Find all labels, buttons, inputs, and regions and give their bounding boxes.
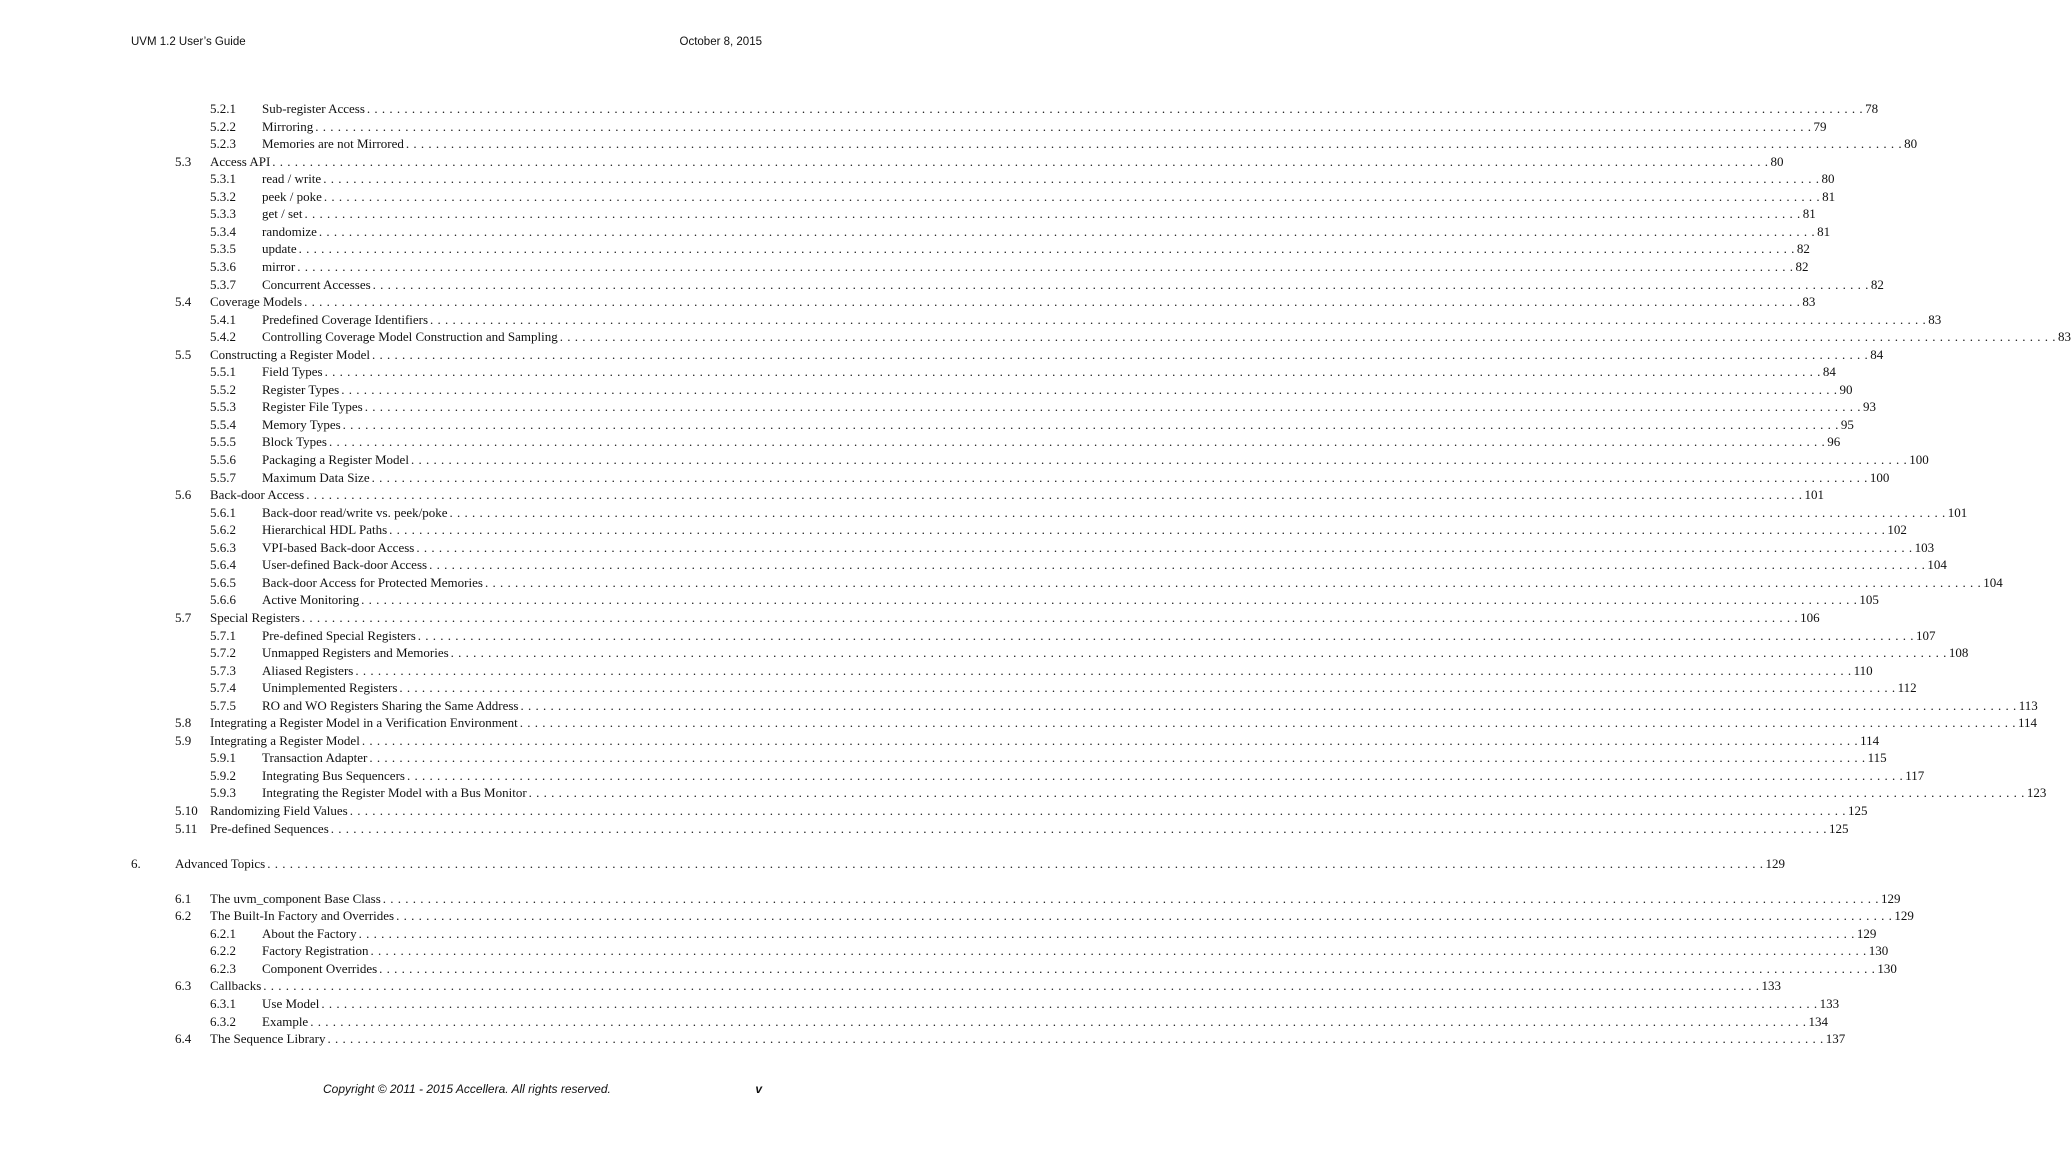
toc-entry-number: 6.2 (175, 908, 192, 924)
toc-entry[interactable] (0, 135, 1918, 153)
toc-entry[interactable] (0, 363, 1836, 381)
footer-page-number: v (755, 1082, 762, 1096)
toc-entry-number: 6.4 (175, 1031, 192, 1047)
toc-entry-number: 5.6 (175, 487, 192, 503)
toc-entry-number: 5.6.6 (210, 592, 236, 608)
toc-entry-page: 93 (1862, 399, 1876, 415)
toc-entry-number: 5.7.3 (210, 662, 236, 678)
toc-entry-title: read / write (262, 171, 322, 187)
toc-entry-page: 84 (1870, 346, 1884, 362)
toc-entry[interactable] (0, 1013, 1828, 1031)
toc-entry-title: randomize (262, 223, 317, 239)
toc-entry-number: 5.3.7 (210, 276, 236, 292)
toc-entry-number: 5.4.1 (210, 311, 236, 327)
toc-entry-title: Sub-register Access (262, 101, 365, 116)
toc-entry-title: Coverage Models (210, 294, 303, 310)
toc-entry-number: 5.4 (175, 294, 192, 310)
toc-entry-page: 130 (1868, 943, 1889, 959)
toc-entry-title: Controlling Coverage Model Construction and Sampling (262, 329, 558, 345)
toc-entry[interactable] (0, 416, 1854, 434)
dot-leader: . . . . . . . . . . . . . . . . . . . . . . . . . . . . . . . . . . . . . . . . . . . . . . . . . . . . . . . . . . . . . . . . . . . . . . . . . . . . . . . . . . . . . . . . . . . . . . . . . . . . . . . . . . . . . . . . . . . . . . . . . . . . . . . . . . . . . . . . . . . . . . . . . . . . . . . . . . . . . . . . . . . . . . . . . . . . . . . . . . . . . . . . . . . . . . . . . . . . . . . . (297, 258, 1794, 274)
toc-entry-title: The uvm_component Base Class (210, 890, 381, 906)
toc-entry-number: 5.2.2 (210, 118, 236, 134)
toc-entry-page: 134 (1808, 1013, 1828, 1029)
dot-leader: . . . . . . . . . . . . . . . . . . . . . . . . . . . . . . . . . . . . . . . . . . . . . . . . . . . . . . . . . . . . . . . . . . . . . . . . . . . . . . . . . . . . . . . . . . . . . . . . . . . . . . . . . . . . . . . . . . . . . . . . . . . . . . . . . . . . . . . . . . . . . . . . . . . . . . . . . . . . . . . . . . . . . . . . . . . . . . . . . . . . . . . . . . . . . . . . . . . . . . . . (361, 592, 1858, 608)
dot-leader: . . . . . . . . . . . . . . . . . . . . . . . . . . . . . . . . . . . . . . . . . . . . . . . . . . . . . . . . . . . . . . . . . . . . . . . . . . . . . . . . . . . . . . . . . . . . . . . . . . . . . . . . . . . . . . . . . . . . . . . . . . . . . . . . . . . . . . . . . . . . . . . . . . . . . . . . . . . . . . . . . . . . . . . . . . . . . . . . . . . . . . . . . . . . . . . . . . . . . . . . (429, 557, 1926, 573)
toc-entry-title: mirror (262, 258, 296, 274)
dot-leader: . . . . . . . . . . . . . . . . . . . . . . . . . . . . . . . . . . . . . . . . . . . . . . . . . . . . . . . . . . . . . . . . . . . . . . . . . . . . . . . . . . . . . . . . . . . . . . . . . . . . . . . . . . . . . . . . . . . . . . . . . . . . . . . . . . . . . . . . . . . . . . . . . . . . . . . . . . . . . . . . . . . . . . . . . . . . . . . . . . . . . . . . . . . . . . . . . . . . . . . . (328, 434, 1826, 450)
toc-entry[interactable] (0, 223, 1831, 241)
dot-leader: . . . . . . . . . . . . . . . . . . . . . . . . . . . . . . . . . . . . . . . . . . . . . . . . . . . . . . . . . . . . . . . . . . . . . . . . . . . . . . . . . . . . . . . . . . . . . . . . . . . . . . . . . . . . . . . . . . . . . . . . . . . . . . . . . . . . . . . . . . . . . . . . . . . . . . . . . . . . . . . . . . . . . . . . . . . . . . . . . . . . . . . . . . . . . . . . . . . . . . . . (371, 346, 1869, 362)
toc-entry-title: Special Registers (210, 609, 300, 625)
toc-entry-title: Factory Registration (262, 943, 369, 959)
toc-entry[interactable] (0, 960, 1897, 978)
toc-entry-title: Example (262, 1013, 309, 1029)
toc-entry[interactable] (0, 942, 1889, 960)
toc-entry[interactable] (0, 749, 1887, 767)
toc-entry-number: 6.3.1 (210, 995, 236, 1011)
toc-entry-title: Callbacks (210, 978, 262, 994)
toc-entry[interactable] (0, 609, 1820, 627)
toc-entry-number: 6. (131, 855, 141, 871)
toc-entry-title: Maximum Data Size (262, 469, 370, 485)
dot-leader: . . . . . . . . . . . . . . . . . . . . . . . . . . . . . . . . . . . . . . . . . . . . . . . . . . . . . . . . . . . . . . . . . . . . . . . . . . . . . . . . . . . . . . . . . . . . . . . . . . . . . . . . . . . . . . . . . . . . . . . . . . . . . . . . . . . . . . . . . . . . . . . . . . . . . . . . . . . . . . . . . . . . . . . . . . . . . . . . . . . . . . . . . . . . . . . . . . . . . . . . (306, 487, 1803, 503)
dot-leader: . . . . . . . . . . . . . . . . . . . . . . . . . . . . . . . . . . . . . . . . . . . . . . . . . . . . . . . . . . . . . . . . . . . . . . . . . . . . . . . . . . . . . . . . . . . . . . . . . . . . . . . . . . . . . . . . . . . . . . . . . . . . . . . . . . . . . . . . . . . . . . . . . . . . . . . . . . . . . . . . . . . . . . . . . . . . . . . . . . . . . . . . . . . . . . . . . . . . . . . . (342, 416, 1839, 432)
toc-entry[interactable] (0, 591, 1879, 609)
dot-leader: . . . . . . . . . . . . . . . . . . . . . . . . . . . . . . . . . . . . . . . . . . . . . . . . . . . . . . . . . . . . . . . . . . . . . . . . . . . . . . . . . . . . . . . . . . . . . . . . . . . . . . . . . . . . . . . . . . . . . . . . . . . . . . . . . . . . . . . . . . . . . . . . . . . . . . . . . . . . . . . . . . . . . . . . . . . . . . . . . . . . . . . . . . . . . . . . . . . . . . . . (519, 715, 2016, 731)
toc-entry-title: Back-door Access (210, 487, 305, 503)
toc-entry-title: Randomizing Field Values (210, 803, 348, 818)
toc-entry-number: 5.5.2 (210, 381, 236, 397)
toc-entry[interactable] (0, 714, 2037, 732)
toc-entry-number: 5.7.5 (210, 697, 236, 713)
toc-entry-title: Back-door Access for Protected Memories (262, 574, 483, 590)
toc-entry-number: 5.5 (175, 346, 192, 362)
toc-entry-title: update (262, 241, 297, 257)
toc-entry-page: 129 (1856, 925, 1877, 941)
dot-leader: . . . . . . . . . . . . . . . . . . . . . . . . . . . . . . . . . . . . . . . . . . . . . . . . . . . . . . . . . . . . . . . . . . . . . . . . . . . . . . . . . . . . . . . . . . . . . . . . . . . . . . . . . . . . . . . . . . . . . . . . . . . . . . . . . . . . . . . . . . . . . . . . . . . . . . . . . . . . . . . . . . . . . . . . . . . . . . . . . . . . . . . . . . . . . . . . . . . . . . . . (355, 662, 1852, 678)
toc-entry[interactable] (0, 433, 1841, 451)
toc-entry-number: 6.3.2 (210, 1013, 236, 1029)
toc-entry[interactable] (0, 311, 1942, 329)
dot-leader: . . . . . . . . . . . . . . . . . . . . . . . . . . . . . . . . . . . . . . . . . . . . . . . . . . . . . . . . . . . . . . . . . . . . . . . . . . . . . . . . . . . . . . . . . . . . . . . . . . . . . . . . . . . . . . . . . . . . . . . . . . . . . . . . . . . . . . . . . . . . . . . . . . . . . . . . . . . . . . . . . . . . . . . . . . . . . . . . . . . . . . . . . . . . . . . . . . . . . . . . (324, 364, 1821, 380)
toc-entry-title: Unmapped Registers and Memories (262, 645, 449, 661)
toc-entry-number: 5.8 (175, 715, 192, 731)
toc-entry-page: 81 (1822, 188, 1836, 204)
toc-entry-number: 5.7 (175, 609, 192, 625)
toc-entry-page: 110 (1853, 662, 1873, 678)
dot-leader: . . . . . . . . . . . . . . . . . . . . . . . . . . . . . . . . . . . . . . . . . . . . . . . . . . . . . . . . . . . . . . . . . . . . . . . . . . . . . . . . . . . . . . . . . . . . . . . . . . . . . . . . . . . . . . . . . . . . . . . . . . . . . . . . . . . . . . . . . . . . . . . . . . . . . . . . . . . . . . . . . . . . . . . . . . . . . . . . . . . . . . . . . . . . . . . . . . . . . . . . (315, 118, 1812, 134)
toc-entry-page: 130 (1877, 960, 1897, 976)
toc-entry-number: 5.3.6 (210, 258, 236, 274)
toc-entry-page: 105 (1859, 592, 1879, 608)
dot-leader: . . . . . . . . . . . . . . . . . . . . . . . . . . . . . . . . . . . . . . . . . . . . . . . . . . . . . . . . . . . . . . . . . . . . . . . . . . . . . . . . . . . . . . . . . . . . . . . . . . . . . . . . . . . . . . . . . . . . . . . . . . . . . . . . . . . . . . . . . . . . . . . . . . . . . . . . . . . . . . . . . . . . . . . . . . . . . . . . . . . . . . . . . . . . . . . . . . . . . . . . (449, 504, 1946, 520)
toc-entry[interactable] (0, 346, 1884, 364)
toc-entry-title: Concurrent Accesses (262, 276, 371, 292)
toc-entry-number: 6.2.3 (210, 960, 236, 976)
dot-leader: . . . . . . . . . . . . . . . . . . . . . . . . . . . . . . . . . . . . . . . . . . . . . . . . . . . . . . . . . . . . . . . . . . . . . . . . . . . . . . . . . . . . . . . . . . . . . . . . . . . . . . . . . . . . . . . . . . . . . . . . . . . . . . . . . . . . . . . . . . . . . . . . . . . . . . . . . . . . . . . . . . . . . . . . . . . . . . . . . . . . . . . . . . . . . . . . . . . . . . . . (330, 820, 1828, 836)
toc-entry-title: Field Types (262, 364, 323, 380)
toc-entry-page: 81 (1817, 223, 1831, 239)
toc-entry-number: 5.9 (175, 732, 192, 748)
toc-entry-page: 83 (1802, 294, 1816, 310)
toc-entry[interactable] (0, 153, 1784, 171)
toc-entry[interactable] (0, 100, 1879, 118)
toc-entry-page: 125 (1847, 803, 1868, 818)
toc-entry[interactable] (0, 258, 1809, 276)
toc-entry-page: 113 (2018, 697, 2038, 713)
toc-entry-title: Use Model (262, 995, 320, 1011)
toc-entry-title: Register Types (262, 381, 340, 397)
toc-entry-title: About the Factory (262, 925, 357, 941)
toc-entry-page: 137 (1825, 1031, 1846, 1047)
toc-entry-page: 100 (1909, 452, 1929, 467)
dot-leader: . . . . . . . . . . . . . . . . . . . . . . . . . . . . . . . . . . . . . . . . . . . . . . . . . . . . . . . . . . . . . . . . . . . . . . . . . . . . . . . . . . . . . . . . . . . . . . . . . . . . . . . . . . . . . . . . . . . . . . . . . . . . . . . . . . . . . . . . . . . . . . . . . . . . . . . . . . . . . . . . . . . . . . . . . . . . . . . . . . . . . . . . . . . . . . . . . . . . . . . . (318, 223, 1816, 239)
toc-entry-number: 6.2.2 (210, 943, 236, 959)
dot-leader: . . . . . . . . . . . . . . . . . . . . . . . . . . . . . . . . . . . . . . . . . . . . . . . . . . . . . . . . . . . . . . . . . . . . . . . . . . . . . . . . . . . . . . . . . . . . . . . . . . . . . . . . . . . . . . . . . . . . . . . . . . . . . . . . . . . . . . . . . . . . . . . . . . . . . . . . . . . . . . . . . . . . . . . . . . . . . . . . . . . . . . . . . . . . . . . . . . . . . . . . (417, 627, 1915, 643)
toc-entry-page: 83 (1928, 311, 1942, 327)
toc-entry-number: 5.5.6 (210, 452, 236, 467)
dot-leader: . . . . . . . . . . . . . . . . . . . . . . . . . . . . . . . . . . . . . . . . . . . . . . . . . . . . . . . . . . . . . . . . . . . . . . . . . . . . . . . . . . . . . . . . . . . . . . . . . . . . . . . . . . . . . . . . . . . . . . . . . . . . . . . . . . . . . . . . . . . . . . . . . . . . . . . . . . . . . . . . . . . . . . . . . . . . . . . . . . . . . . . . . . . . . . . . . . . . . . . . (298, 241, 1795, 257)
toc-entry-title: User-defined Back-door Access (262, 557, 428, 573)
toc-entry-page: 83 (2057, 329, 2071, 345)
dot-leader: . . . . . . . . . . . . . . . . . . . . . . . . . . . . . . . . . . . . . . . . . . . . . . . . . . . . . . . . . . . . . . . . . . . . . . . . . . . . . . . . . . . . . . . . . . . . . . . . . . . . . . . . . . . . . . . . . . . . . . . . . . . . . . . . . . . . . . . . . . . . . . . . . . . . . . . . . . . . . . . . . . . . . . . . . . . . . . . . . . . . . . . . . . . . . . . . . . . . . . . . (263, 978, 1760, 994)
toc-entry-page: 78 (1865, 101, 1879, 116)
toc-entry[interactable] (0, 767, 1925, 785)
toc-entry[interactable] (0, 784, 2047, 802)
dot-leader: . . . . . . . . . . . . . . . . . . . . . . . . . . . . . . . . . . . . . . . . . . . . . . . . . . . . . . . . . . . . . . . . . . . . . . . . . . . . . . . . . . . . . . . . . . . . . . . . . . . . . . . . . . . . . . . . . . . . . . . . . . . . . . . . . . . . . . . . . . . . . . . . . . . . . . . . . . . . . . . . . . . . . . . . . . . . . . . . . . . . . . . . . . . . . . . . . . . . . . . . (323, 188, 1821, 204)
toc-entry-title: Aliased Registers (262, 662, 354, 678)
toc-entry-title: VPI-based Back-door Access (262, 539, 415, 555)
toc-entry[interactable] (0, 855, 1785, 873)
dot-leader: . . . . . . . . . . . . . . . . . . . . . . . . . . . . . . . . . . . . . . . . . . . . . . . . . . . . . . . . . . . . . . . . . . . . . . . . . . . . . . . . . . . . . . . . . . . . . . . . . . . . . . . . . . . . . . . . . . . . . . . . . . . . . . . . . . . . . . . . . . . . . . . . . . . . . . . . . . . . . . . . . . . . . . . . . . . . . . . . . . . . . . . . . . . . . . . . . . . . . . . . (396, 908, 1893, 924)
toc-entry-number: 6.2.1 (210, 925, 236, 941)
dot-leader: . . . . . . . . . . . . . . . . . . . . . . . . . . . . . . . . . . . . . . . . . . . . . . . . . . . . . . . . . . . . . . . . . . . . . . . . . . . . . . . . . . . . . . . . . . . . . . . . . . . . . . . . . . . . . . . . . . . . . . . . . . . . . . . . . . . . . . . . . . . . . . . . . . . . . . . . . . . . . . . . . . . . . . . . . . . . . . . . . . . . . . . . . . . . . . . . . . . . . . . . (382, 890, 1880, 906)
toc-entry-page: 129 (1881, 890, 1901, 906)
toc-entry[interactable] (0, 118, 1827, 136)
toc-entry-number: 5.3.1 (210, 171, 236, 187)
toc-entry[interactable] (0, 205, 1816, 223)
toc-entry-number: 5.7.4 (210, 680, 236, 696)
toc-entry-page: 90 (1839, 381, 1853, 397)
running-header-date: October 8, 2015 (679, 36, 762, 48)
running-header-title: UVM 1.2 User’s Guide (131, 36, 246, 48)
toc-entry-number: 5.6.5 (210, 574, 236, 590)
dot-leader: . . . . . . . . . . . . . . . . . . . . . . . . . . . . . . . . . . . . . . . . . . . . . . . . . . . . . . . . . . . . . . . . . . . . . . . . . . . . . . . . . . . . . . . . . . . . . . . . . . . . . . . . . . . . . . . . . . . . . . . . . . . . . . . . . . . . . . . . . . . . . . . . . . . . . . . . . . . . . . . . . . . . . . . . . . . . . . . . . . . . . . . . . . . . . . . . . . . . . . . . (310, 1013, 1807, 1029)
dot-leader: . . . . . . . . . . . . . . . . . . . . . . . . . . . . . . . . . . . . . . . . . . . . . . . . . . . . . . . . . . . . . . . . . . . . . . . . . . . . . . . . . . . . . . . . . . . . . . . . . . . . . . . . . . . . . . . . . . . . . . . . . . . . . . . . . . . . . . . . . . . . . . . . . . . . . . . . . . . . . . . . . . . . . . . . . . . . . . . . . . . . . . . . . . . . . . . . . . . . . . . . (389, 522, 1886, 538)
toc-entry-page: 102 (1887, 522, 1907, 538)
toc-entry-number: 5.5.4 (210, 416, 236, 432)
toc-entry-number: 6.1 (175, 890, 192, 906)
dot-leader: . . . . . . . . . . . . . . . . . . . . . . . . . . . . . . . . . . . . . . . . . . . . . . . . . . . . . . . . . . . . . . . . . . . . . . . . . . . . . . . . . . . . . . . . . . . . . . . . . . . . . . . . . . . . . . . . . . . . . . . . . . . . . . . . . . . . . . . . . . . . . . . . . . . . . . . . . . . . . . . . . . . . . . . . . . . . . . . . . . . . . . . . . . . . . . . . . . . . . . . . (327, 1031, 1824, 1047)
toc-entry-number: 5.7.2 (210, 645, 236, 661)
dot-leader: . . . . . . . . . . . . . . . . . . . . . . . . . . . . . . . . . . . . . . . . . . . . . . . . . . . . . . . . . . . . . . . . . . . . . . . . . . . . . . . . . . . . . . . . . . . . . . . . . . . . . . . . . . . . . . . . . . . . . . . . . . . . . . . . . . . . . . . . . . . . . . . . . . . . . . . . . . . . . . . . . . . . . . . . . . . . . . . . . . . . . . . . . . . . . . . . . . . . . . . . (341, 381, 1838, 397)
toc-entry-page: 117 (1905, 767, 1925, 783)
toc-entry-page: 107 (1916, 627, 1936, 643)
toc-entry-title: Memories are not Mirrored (262, 136, 404, 152)
toc-entry-title: Unimplemented Registers (262, 680, 398, 696)
toc-entry-page: 80 (1821, 171, 1835, 187)
dot-leader: . . . . . . . . . . . . . . . . . . . . . . . . . . . . . . . . . . . . . . . . . . . . . . . . . . . . . . . . . . . . . . . . . . . . . . . . . . . . . . . . . . . . . . . . . . . . . . . . . . . . . . . . . . . . . . . . . . . . . . . . . . . . . . . . . . . . . . . . . . . . . . . . . . . . . . . . . . . . . . . . . . . . . . . . . . . . . . . . . . . . . . . . . . . . . . . . . . . . . . . . (361, 732, 1859, 748)
toc-entry-page: 129 (1765, 855, 1785, 871)
toc-entry-title: Hierarchical HDL Paths (262, 522, 388, 538)
toc-entry[interactable] (0, 995, 1840, 1013)
toc-entry[interactable] (0, 398, 1876, 416)
toc-entry-title: The Built-In Factory and Overrides (210, 908, 395, 924)
toc-entry-number: 5.9.3 (210, 785, 236, 801)
toc-entry-number: 5.6.3 (210, 539, 236, 555)
toc-entry[interactable] (0, 679, 1917, 697)
toc-entry-number: 5.3.2 (210, 188, 236, 204)
toc-entry-number: 5.7.1 (210, 627, 236, 643)
toc-entry-title: Advanced Topics (175, 855, 266, 871)
toc-entry-title: The Sequence Library (210, 1031, 326, 1047)
toc-entry-title: Predefined Coverage Identifiers (262, 311, 429, 327)
toc-entry[interactable] (0, 802, 1868, 820)
toc-entry[interactable] (0, 170, 1835, 188)
toc-entry-page: 129 (1894, 908, 1914, 924)
dot-leader: . . . . . . . . . . . . . . . . . . . . . . . . . . . . . . . . . . . . . . . . . . . . . . . . . . . . . . . . . . . . . . . . . . . . . . . . . . . . . . . . . . . . . . . . . . . . . . . . . . . . . . . . . . . . . . . . . . . . . . . . . . . . . . . . . . . . . . . . . . . . . . . . . . . . . . . . . . . . . . . . . . . . . . . . . . . . . . . . . . . . . . . . . . . . . . . . . . . . . . . . (379, 960, 1876, 976)
toc-entry-title: Integrating Bus Sequencers (262, 767, 405, 783)
toc-entry-number: 5.6.2 (210, 522, 236, 538)
toc-entry-title: Pre-defined Special Registers (262, 627, 416, 643)
dot-leader: . . . . . . . . . . . . . . . . . . . . . . . . . . . . . . . . . . . . . . . . . . . . . . . . . . . . . . . . . . . . . . . . . . . . . . . . . . . . . . . . . . . . . . . . . . . . . . . . . . . . . . . . . . . . . . . . . . . . . . . . . . . . . . . . . . . . . . . . . . . . . . . . . . . . . . . . . . . . . . . . . . . . . . . . . . . . . . . . . . . . . . . . . . . . . . . . . . . . . . . . (323, 171, 1820, 187)
toc-entry-page: 125 (1829, 820, 1849, 836)
toc-entry[interactable] (0, 1030, 1846, 1048)
toc-entry-title: Memory Types (262, 416, 341, 432)
dot-leader: . . . . . . . . . . . . . . . . . . . . . . . . . . . . . . . . . . . . . . . . . . . . . . . . . . . . . . . . . . . . . . . . . . . . . . . . . . . . . . . . . . . . . . . . . . . . . . . . . . . . . . . . . . . . . . . . . . . . . . . . . . . . . . . . . . . . . . . . . . . . . . . . . . . . . . . . . . . . . . . . . . . . . . . . . . . . . . . . . . . . . . . . . . . . . . . . . . . . . . . . (369, 750, 1866, 766)
dot-leader: . . . . . . . . . . . . . . . . . . . . . . . . . . . . . . . . . . . . . . . . . . . . . . . . . . . . . . . . . . . . . . . . . . . . . . . . . . . . . . . . . . . . . . . . . . . . . . . . . . . . . . . . . . . . . . . . . . . . . . . . . . . . . . . . . . . . . . . . . . . . . . . . . . . . . . . . . . . . . . . . . . . . . . . . . . . . . . . . . . . . . . . . . . . . . . . . . . . . . . . . (410, 452, 1908, 467)
toc-entry-number: 5.11 (175, 820, 198, 836)
toc-entry-page: 104 (1983, 574, 2003, 590)
toc-entry-number: 5.6.1 (210, 504, 236, 520)
dot-leader: . . . . . . . . . . . . . . . . . . . . . . . . . . . . . . . . . . . . . . . . . . . . . . . . . . . . . . . . . . . . . . . . . . . . . . . . . . . . . . . . . . . . . . . . . . . . . . . . . . . . . . . . . . . . . . . . . . . . . . . . . . . . . . . . . . . . . . . . . . . . . . . . . . . . . . . . . . . . . . . . . . . . . . . . . . . . . . . . . . . . . . . . . . . . . . . . . . . . . . . . (416, 539, 1913, 555)
toc-entry-title: Access API (210, 153, 271, 169)
dot-leader: . . . . . . . . . . . . . . . . . . . . . . . . . . . . . . . . . . . . . . . . . . . . . . . . . . . . . . . . . . . . . . . . . . . . . . . . . . . . . . . . . . . . . . . . . . . . . . . . . . . . . . . . . . . . . . . . . . . . . . . . . . . . . . . . . . . . . . . . . . . . . . . . . . . . . . . . . . . . . . . . . . . . . . . . . . . . . . . . . . . . . . . . . . . . . . . . . . . . . . . . (304, 206, 1801, 222)
toc-entry-number: 5.2.1 (210, 101, 236, 116)
toc-entry[interactable] (0, 907, 1914, 925)
toc-entry-title: Pre-defined Sequences (210, 820, 329, 836)
toc-entry-number: 5.2.3 (210, 136, 236, 152)
toc-entry[interactable] (0, 381, 1853, 399)
dot-leader: . . . . . . . . . . . . . . . . . . . . . . . . . . . . . . . . . . . . . . . . . . . . . . . . . . . . . . . . . . . . . . . . . . . . . . . . . . . . . . . . . . . . . . . . . . . . . . . . . . . . . . . . . . . . . . . . . . . . . . . . . . . . . . . . . . . . . . . . . . . . . . . . . . . . . . . . . . . . . . . . . . . . . . . . . . . . . . . . . . . . . . . . . . . . . . . . . . . . . . . . (370, 943, 1867, 959)
toc-entry[interactable] (0, 276, 1884, 294)
dot-leader: . . . . . . . . . . . . . . . . . . . . . . . . . . . . . . . . . . . . . . . . . . . . . . . . . . . . . . . . . . . . . . . . . . . . . . . . . . . . . . . . . . . . . . . . . . . . . . . . . . . . . . . . . . . . . . . . . . . . . . . . . . . . . . . . . . . . . . . . . . . . . . . . . . . . . . . . . . . . . . . . . . . . . . . . . . . . . . . . . . . . . . . . . . . . . . . . . . . . . . . . (301, 609, 1799, 625)
footer-copyright: Copyright © 2011 - 2015 Accellera. All rights reserved. (323, 1082, 611, 1096)
toc-entry-page: 114 (2017, 715, 2037, 731)
toc-entry-page: 101 (1804, 487, 1824, 503)
toc-entry[interactable] (0, 697, 2038, 715)
toc-entry[interactable] (0, 521, 1907, 539)
dot-leader: . . . . . . . . . . . . . . . . . . . . . . . . . . . . . . . . . . . . . . . . . . . . . . . . . . . . . . . . . . . . . . . . . . . . . . . . . . . . . . . . . . . . . . . . . . . . . . . . . . . . . . . . . . . . . . . . . . . . . . . . . . . . . . . . . . . . . . . . . . . . . . . . . . . . . . . . . . . . . . . . . . . . . . . . . . . . . . . . . . . . . . . . . . . . . . . . . . . . . . . . (358, 925, 1855, 941)
dot-leader: . . . . . . . . . . . . . . . . . . . . . . . . . . . . . . . . . . . . . . . . . . . . . . . . . . . . . . . . . . . . . . . . . . . . . . . . . . . . . . . . . . . . . . . . . . . . . . . . . . . . . . . . . . . . . . . . . . . . . . . . . . . . . . . . . . . . . . . . . . . . . . . . . . . . . . . . . . . . . . . . . . . . . . . . . . . . . . . . . . . . . . . . . . . . . . . . . . . . . . . . (559, 329, 2056, 345)
dot-leader: . . . . . . . . . . . . . . . . . . . . . . . . . . . . . . . . . . . . . . . . . . . . . . . . . . . . . . . . . . . . . . . . . . . . . . . . . . . . . . . . . . . . . . . . . . . . . . . . . . . . . . . . . . . . . . . . . . . . . . . . . . . . . . . . . . . . . . . . . . . . . . . . . . . . . . . . . . . . . . . . . . . . . . . . . . . . . . . . . . . . . . . . . . . . . . . . . . . . . . . . (406, 767, 1904, 783)
toc-entry[interactable] (0, 627, 1936, 645)
toc-entry-page: 114 (1860, 732, 1880, 748)
dot-leader: . . . . . . . . . . . . . . . . . . . . . . . . . . . . . . . . . . . . . . . . . . . . . . . . . . . . . . . . . . . . . . . . . . . . . . . . . . . . . . . . . . . . . . . . . . . . . . . . . . . . . . . . . . . . . . . . . . . . . . . . . . . . . . . . . . . . . . . . . . . . . . . . . . . . . . . . . . . . . . . . . . . . . . . . . . . . . . . . . . . . . . . . . . . . . . . . . . . . . . . . (528, 785, 2025, 801)
dot-leader: . . . . . . . . . . . . . . . . . . . . . . . . . . . . . . . . . . . . . . . . . . . . . . . . . . . . . . . . . . . . . . . . . . . . . . . . . . . . . . . . . . . . . . . . . . . . . . . . . . . . . . . . . . . . . . . . . . . . . . . . . . . . . . . . . . . . . . . . . . . . . . . . . . . . . . . . . . . . . . . . . . . . . . . . . . . . . . . . . . . . . . . . . . . . . . . . . . . . . . . . (430, 311, 1927, 327)
toc-entry[interactable] (0, 328, 2071, 346)
toc-entry-page: 80 (1904, 136, 1918, 152)
toc-entry-page: 103 (1914, 539, 1935, 555)
toc-entry[interactable] (0, 504, 1968, 522)
toc-entry-page: 115 (1867, 750, 1887, 766)
toc-entry-number: 5.10 (175, 803, 198, 818)
toc-entry-page: 133 (1761, 978, 1782, 994)
dot-leader: . . . . . . . . . . . . . . . . . . . . . . . . . . . . . . . . . . . . . . . . . . . . . . . . . . . . . . . . . . . . . . . . . . . . . . . . . . . . . . . . . . . . . . . . . . . . . . . . . . . . . . . . . . . . . . . . . . . . . . . . . . . . . . . . . . . . . . . . . . . . . . . . . . . . . . . . . . . . . . . . . . . . . . . . . . . . . . . . . . . . . . . . . . . . . . . . . . . . . . . . (520, 697, 2017, 713)
toc-entry-number: 5.6.4 (210, 557, 236, 573)
toc-entry-title: Component Overrides (262, 960, 378, 976)
toc-entry-title: peek / poke (262, 188, 322, 204)
dot-leader: . . . . . . . . . . . . . . . . . . . . . . . . . . . . . . . . . . . . . . . . . . . . . . . . . . . . . . . . . . . . . . . . . . . . . . . . . . . . . . . . . . . . . . . . . . . . . . . . . . . . . . . . . . . . . . . . . . . . . . . . . . . . . . . . . . . . . . . . . . . . . . . . . . . . . . . . . . . . . . . . . . . . . . . . . . . . . . . . . . . . . . . . . . . . . . . . . . . . . . . . (267, 855, 1764, 871)
dot-leader: . . . . . . . . . . . . . . . . . . . . . . . . . . . . . . . . . . . . . . . . . . . . . . . . . . . . . . . . . . . . . . . . . . . . . . . . . . . . . . . . . . . . . . . . . . . . . . . . . . . . . . . . . . . . . . . . . . . . . . . . . . . . . . . . . . . . . . . . . . . . . . . . . . . . . . . . . . . . . . . . . . . . . . . . . . . . . . . . . . . . . . . . . . . . . . . . . . . . . . . . (484, 574, 1982, 590)
toc-entry-number: 5.3.3 (210, 206, 236, 222)
toc-entry-page: 123 (2026, 785, 2047, 801)
toc-entry-page: 100 (1869, 469, 1890, 485)
dot-leader: . . . . . . . . . . . . . . . . . . . . . . . . . . . . . . . . . . . . . . . . . . . . . . . . . . . . . . . . . . . . . . . . . . . . . . . . . . . . . . . . . . . . . . . . . . . . . . . . . . . . . . . . . . . . . . . . . . . . . . . . . . . . . . . . . . . . . . . . . . . . . . . . . . . . . . . . . . . . . . . . . . . . . . . . . . . . . . . . . . . . . . . . . . . . . . . . . . . . . . . . (304, 294, 1801, 310)
dot-leader: . . . . . . . . . . . . . . . . . . . . . . . . . . . . . . . . . . . . . . . . . . . . . . . . . . . . . . . . . . . . . . . . . . . . . . . . . . . . . . . . . . . . . . . . . . . . . . . . . . . . . . . . . . . . . . . . . . . . . . . . . . . . . . . . . . . . . . . . . . . . . . . . . . . . . . . . . . . . . . . . . . . . . . . . . . . . . . . . . . . . . . . . . . . . . . . . . . . . . . . . (272, 153, 1769, 169)
toc-entry-title: Constructing a Register Model (210, 346, 370, 362)
toc-entry[interactable] (0, 644, 1969, 662)
toc-entry-number: 5.9.2 (210, 767, 236, 783)
toc-entry[interactable] (0, 486, 1824, 504)
toc-entry-page: 106 (1800, 609, 1820, 625)
toc-entry-number: 6.3 (175, 978, 192, 994)
toc-entry-title: Transaction Adapter (262, 750, 368, 766)
toc-entry-page: 79 (1813, 118, 1827, 134)
toc-entry-title: Register File Types (262, 399, 363, 415)
dot-leader: . . . . . . . . . . . . . . . . . . . . . . . . . . . . . . . . . . . . . . . . . . . . . . . . . . . . . . . . . . . . . . . . . . . . . . . . . . . . . . . . . . . . . . . . . . . . . . . . . . . . . . . . . . . . . . . . . . . . . . . . . . . . . . . . . . . . . . . . . . . . . . . . . . . . . . . . . . . . . . . . . . . . . . . . . . . . . . . . . . . . . . . . . . . . . . . . . . . . . . . . (364, 399, 1861, 415)
dot-leader: . . . . . . . . . . . . . . . . . . . . . . . . . . . . . . . . . . . . . . . . . . . . . . . . . . . . . . . . . . . . . . . . . . . . . . . . . . . . . . . . . . . . . . . . . . . . . . . . . . . . . . . . . . . . . . . . . . . . . . . . . . . . . . . . . . . . . . . . . . . . . . . . . . . . . . . . . . . . . . . . . . . . . . . . . . . . . . . . . . . . . . . . . . . . . . . . . . . . . . . . (405, 136, 1903, 152)
toc-entry-page: 80 (1770, 153, 1784, 169)
toc-entry[interactable] (0, 240, 1810, 258)
dot-leader: . . . . . . . . . . . . . . . . . . . . . . . . . . . . . . . . . . . . . . . . . . . . . . . . . . . . . . . . . . . . . . . . . . . . . . . . . . . . . . . . . . . . . . . . . . . . . . . . . . . . . . . . . . . . . . . . . . . . . . . . . . . . . . . . . . . . . . . . . . . . . . . . . . . . . . . . . . . . . . . . . . . . . . . . . . . . . . . . . . . . . . . . . . . . . . . . . . . . . . . . (371, 469, 1868, 485)
toc-entry-number: 5.3 (175, 153, 192, 169)
dot-leader: . . . . . . . . . . . . . . . . . . . . . . . . . . . . . . . . . . . . . . . . . . . . . . . . . . . . . . . . . . . . . . . . . . . . . . . . . . . . . . . . . . . . . . . . . . . . . . . . . . . . . . . . . . . . . . . . . . . . . . . . . . . . . . . . . . . . . . . . . . . . . . . . . . . . . . . . . . . . . . . . . . . . . . . . . . . . . . . . . . . . . . . . . . . . . . . . . . . . . . . . (450, 645, 1947, 661)
dot-leader: . . . . . . . . . . . . . . . . . . . . . . . . . . . . . . . . . . . . . . . . . . . . . . . . . . . . . . . . . . . . . . . . . . . . . . . . . . . . . . . . . . . . . . . . . . . . . . . . . . . . . . . . . . . . . . . . . . . . . . . . . . . . . . . . . . . . . . . . . . . . . . . . . . . . . . . . . . . . . . . . . . . . . . . . . . . . . . . . . . . . . . . . . . . . . . . . . . . . . . . . (366, 101, 1864, 116)
toc-entry[interactable] (0, 451, 1929, 469)
toc-entry-page: 112 (1897, 680, 1917, 696)
toc-entry-title: get / set (262, 206, 303, 222)
toc-entry-title: Active Monitoring (262, 592, 360, 608)
toc-entry-page: 104 (1927, 557, 1947, 573)
toc-entry[interactable] (0, 820, 1849, 838)
toc-entry-page: 82 (1795, 258, 1809, 274)
toc-entry-number: 5.4.2 (210, 329, 236, 345)
toc-entry[interactable] (0, 925, 1877, 943)
toc-entry-page: 81 (1802, 206, 1816, 222)
toc-entry[interactable] (0, 732, 1880, 750)
toc-entry-title: Mirroring (262, 118, 314, 134)
toc-entry[interactable] (0, 469, 1890, 487)
toc-entry-title: Block Types (262, 434, 327, 450)
toc-entry[interactable] (0, 293, 1816, 311)
toc-entry-number: 5.3.5 (210, 241, 236, 257)
toc-entry[interactable] (0, 556, 1947, 574)
toc-entry[interactable] (0, 977, 1782, 995)
toc-entry-title: Integrating a Register Model in a Verification Environment (210, 715, 518, 731)
dot-leader: . . . . . . . . . . . . . . . . . . . . . . . . . . . . . . . . . . . . . . . . . . . . . . . . . . . . . . . . . . . . . . . . . . . . . . . . . . . . . . . . . . . . . . . . . . . . . . . . . . . . . . . . . . . . . . . . . . . . . . . . . . . . . . . . . . . . . . . . . . . . . . . . . . . . . . . . . . . . . . . . . . . . . . . . . . . . . . . . . . . . . . . . . . . . . . . . . . . . . . . . (399, 680, 1896, 696)
toc-entry-title: RO and WO Registers Sharing the Same Address (262, 697, 519, 713)
toc-entry[interactable] (0, 890, 1901, 908)
toc-entry[interactable] (0, 539, 1935, 557)
toc-entry-number: 5.5.7 (210, 469, 236, 485)
toc-entry[interactable] (0, 574, 2003, 592)
toc-entry-page: 82 (1796, 241, 1810, 257)
toc-entry-page: 108 (1948, 645, 1969, 661)
dot-leader: . . . . . . . . . . . . . . . . . . . . . . . . . . . . . . . . . . . . . . . . . . . . . . . . . . . . . . . . . . . . . . . . . . . . . . . . . . . . . . . . . . . . . . . . . . . . . . . . . . . . . . . . . . . . . . . . . . . . . . . . . . . . . . . . . . . . . . . . . . . . . . . . . . . . . . . . . . . . . . . . . . . . . . . . . . . . . . . . . . . . . . . . . . . . . . . . . . . . . . . . (349, 803, 1846, 818)
toc-entry-number: 5.5.5 (210, 434, 236, 450)
dot-leader: . . . . . . . . . . . . . . . . . . . . . . . . . . . . . . . . . . . . . . . . . . . . . . . . . . . . . . . . . . . . . . . . . . . . . . . . . . . . . . . . . . . . . . . . . . . . . . . . . . . . . . . . . . . . . . . . . . . . . . . . . . . . . . . . . . . . . . . . . . . . . . . . . . . . . . . . . . . . . . . . . . . . . . . . . . . . . . . . . . . . . . . . . . . . . . . . . . . . . . . . (372, 276, 1869, 292)
toc-entry-page: 101 (1947, 504, 1968, 520)
toc-entry-number: 5.3.4 (210, 223, 236, 239)
toc-entry-page: 96 (1827, 434, 1841, 450)
toc-entry-page: 95 (1840, 416, 1854, 432)
toc-entry-title: Back-door read/write vs. peek/poke (262, 504, 448, 520)
toc-entry-title: Packaging a Register Model (262, 452, 409, 467)
toc-entry-title: Integrating a Register Model (210, 732, 360, 748)
toc-entry[interactable] (0, 188, 1836, 206)
toc-entry-page: 82 (1870, 276, 1884, 292)
toc-entry-title: Integrating the Register Model with a Bus Monitor (262, 785, 527, 801)
toc-entry-page: 133 (1819, 995, 1840, 1011)
toc-entry-page: 84 (1822, 364, 1836, 380)
toc-entry-number: 5.9.1 (210, 750, 236, 766)
toc-entry[interactable] (0, 662, 1873, 680)
toc-entry-number: 5.5.1 (210, 364, 236, 380)
toc-entry-number: 5.5.3 (210, 399, 236, 415)
dot-leader: . . . . . . . . . . . . . . . . . . . . . . . . . . . . . . . . . . . . . . . . . . . . . . . . . . . . . . . . . . . . . . . . . . . . . . . . . . . . . . . . . . . . . . . . . . . . . . . . . . . . . . . . . . . . . . . . . . . . . . . . . . . . . . . . . . . . . . . . . . . . . . . . . . . . . . . . . . . . . . . . . . . . . . . . . . . . . . . . . . . . . . . . . . . . . . . . . . . . . . . . (321, 995, 1818, 1011)
